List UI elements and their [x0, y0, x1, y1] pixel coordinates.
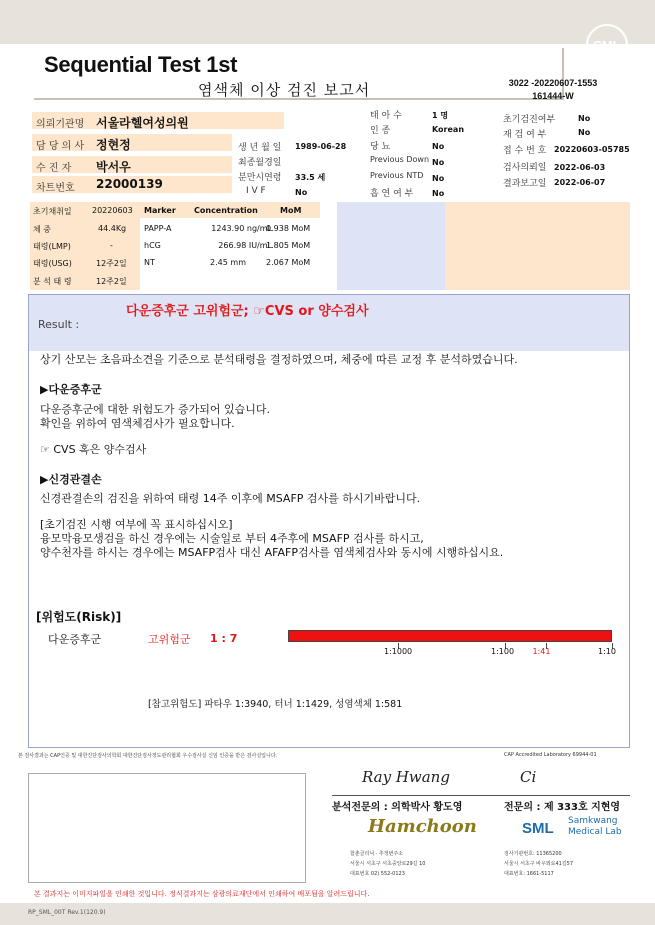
birth-label: 생 년 월 일 — [238, 143, 282, 153]
result-label: Result : — [38, 318, 80, 331]
risk-scale-label: 1:10 — [598, 647, 616, 656]
risk-scale-label: 1:1000 — [384, 647, 413, 656]
analyst-signature: Ray Hwang — [362, 768, 450, 786]
marker-name: NT — [144, 258, 155, 267]
marker-concentration: 1243.90 ng/mL — [211, 224, 272, 233]
document-number — [488, 77, 618, 103]
ga-usg-label: 태령(USG) — [33, 259, 72, 268]
document-number-line2: 161444-W — [532, 91, 574, 101]
lab-address: 서울시 서초구 바우뫼로41길57 — [504, 861, 574, 867]
report-subtitle: 염색체 이상 검진 보고서 — [198, 81, 371, 99]
accreditation-note: 본 검사결과는 CAP인증 및 대한진단검사의학회 대한진단검사정도관리협회 우수검사실 신임 인증을 받은 검사실입니다. — [18, 753, 278, 759]
patient-value: 박서우 — [96, 160, 131, 174]
request-date-value: 2022-06-03 — [554, 163, 606, 172]
diabetes-value: No — [432, 142, 445, 151]
report-title: Sequential Test 1st — [44, 52, 238, 77]
document-number-line1: 3022 -20220607-1553 — [508, 78, 598, 88]
institution-label: 의뢰기관명 — [36, 119, 85, 130]
risk-level: 고위험군 — [148, 633, 191, 646]
chart-label: 차트번호 — [36, 183, 75, 194]
memo-box — [28, 773, 306, 883]
prev-ntd-label: Previous NTD — [370, 171, 424, 180]
analysis-value: 12주2일 — [96, 277, 127, 286]
hamchoon-address: 서울시 서초구 서초중앙로29길 10 — [350, 861, 426, 867]
down-syndrome-line: 확인을 위하여 염색체검사가 필요합니다. — [40, 417, 235, 430]
marker-mom: 2.067 MoM — [266, 258, 311, 267]
risk-ratio: 1 : 7 — [210, 632, 238, 645]
result-summary: 다운증후군 고위험군; ☞CVS or 양수검사 — [126, 304, 369, 319]
race-label: 인 종 — [370, 126, 391, 136]
collection-value: 20220603 — [92, 206, 133, 215]
hamchoon-logo: Hamchoon — [368, 816, 477, 837]
doctor-label: 담 당 의 사 — [36, 141, 85, 152]
lab-address: 검사기관번호: 11365200 — [504, 851, 562, 857]
risk-heading: [위험도(Risk)] — [36, 610, 122, 624]
cap-note: CAP Accredited Laboratory 69944-01 — [504, 752, 597, 758]
down-syndrome-recommendation: ☞ CVS 혹은 양수검사 — [40, 443, 147, 456]
fetus-value: 1 명 — [432, 111, 449, 120]
header-band — [0, 0, 655, 44]
printed-notice: 본 결과지는 이미지파일을 인쇄한 것입니다. 정식결과지는 삼광의료재단에서 인쇄하여 배포됨을 알려드립니다. — [34, 890, 370, 898]
down-syndrome-line: 다운증후군에 대한 위험도가 증가되어 있습니다. — [40, 403, 271, 416]
empty-panel-2 — [445, 202, 630, 290]
chart-value: 22000139 — [96, 177, 163, 191]
institution-value: 서울라헬여성의원 — [96, 116, 189, 130]
marker-mom: 0.938 MoM — [266, 224, 311, 233]
ivf-value: No — [295, 188, 308, 197]
smoking-label: 흡 연 여 부 — [370, 189, 414, 199]
early-value: No — [578, 114, 591, 123]
marker-col-header: Marker — [144, 206, 176, 215]
receipt-value: 20220603-05785 — [554, 145, 630, 154]
mom-col-header: MoM — [280, 206, 302, 215]
sml-lab-logo: SML — [522, 820, 554, 837]
down-syndrome-heading: ▶다운증후군 — [40, 383, 102, 396]
reference-risk: [참고위험도] 파타우 1:3940, 터너 1:1429, 성염색체 1:581 — [148, 699, 403, 710]
retest-value: No — [578, 128, 591, 137]
specialist-name: 전문의 : 제 333호 지현영 — [504, 802, 621, 813]
prev-down-value: No — [432, 158, 445, 167]
ga-lmp-label: 태령(LMP) — [33, 242, 71, 251]
weight-label: 체 중 — [33, 225, 51, 234]
race-value: Korean — [432, 125, 465, 134]
age-value: 33.5 세 — [295, 173, 326, 182]
birth-value: 1989-06-28 — [295, 142, 347, 151]
diabetes-label: 당 뇨 — [370, 142, 391, 152]
prev-ntd-value: No — [432, 174, 445, 183]
note-line: 양수천자를 하시는 경우에는 MSAFP검사 대신 AFAFP검사를 염색체검사와 동시에 시행하십시요. — [40, 546, 504, 559]
concentration-col-header: Concentration — [194, 206, 258, 215]
marker-name: hCG — [144, 241, 161, 250]
analyst-name: 분석전문의 : 의학박사 황도영 — [332, 802, 463, 813]
lmp-label: 최종월경일 — [238, 158, 282, 168]
risk-scale-label: 1:100 — [491, 647, 515, 656]
hamchoon-address: 대표번호 02) 552-0123 — [350, 871, 405, 877]
marker-name: PAPP-A — [144, 224, 172, 233]
lab-address: 대표번호: 1661-5117 — [504, 871, 554, 877]
risk-name: 다운증후군 — [48, 633, 102, 646]
request-date-label: 검사의뢰일 — [503, 163, 547, 173]
receipt-label: 접 수 번 호 — [503, 146, 547, 156]
retest-label: 재 검 여 부 — [503, 130, 547, 140]
risk-scale-label: 1:41 — [532, 647, 551, 656]
specialist-signature: Ci — [520, 768, 537, 786]
collection-label: 초기채취일 — [33, 207, 72, 216]
smoking-value: No — [432, 189, 445, 198]
note-line: 융모막융모생검을 하신 경우에는 시술일로 부터 4주후에 MSAFP 검사를 하시고, — [40, 532, 424, 545]
report-date-value: 2022-06-07 — [554, 178, 606, 187]
signature-line — [500, 795, 630, 796]
report-date-label: 결과보고일 — [503, 179, 547, 189]
note-line: [초기검진 시행 여부에 꼭 표시하십시오] — [40, 518, 233, 531]
ntd-line: 신경관결손의 검진을 위하여 태령 14주 이후에 MSAFP 검사를 하시기바랍니다. — [40, 492, 421, 505]
ntd-heading: ▶신경관결손 — [40, 473, 102, 486]
lab-name — [568, 816, 622, 838]
marker-mom: 1.805 MoM — [266, 241, 311, 250]
analysis-label: 분 석 태 령 — [33, 277, 72, 286]
early-label: 초기검진여부 — [503, 115, 556, 125]
marker-concentration: 266.98 IU/mL — [218, 241, 272, 250]
risk-bar — [288, 630, 612, 642]
marker-concentration: 2.45 mm — [210, 258, 246, 267]
analysis-note: 상기 산모는 초음파소견을 기준으로 분석태령을 결정하였으며, 체중에 따른 교정 후 분석하였습니다. — [40, 353, 518, 366]
weight-value: 44.4Kg — [98, 224, 127, 233]
fetus-label: 태 아 수 — [370, 111, 402, 121]
ga-lmp-value: - — [110, 241, 113, 250]
prev-down-label: Previous Down — [370, 155, 430, 164]
form-code: RP_SML_00T Rev.1(120.9) — [28, 909, 106, 916]
ga-usg-value: 12주2일 — [96, 259, 127, 268]
hamchoon-address: 함춘클리닉 · 추정번주소 — [350, 851, 404, 857]
lab-name-line2: Medical Lab — [568, 827, 622, 837]
lab-name-line1: Samkwang — [568, 816, 618, 826]
ivf-label: I V F — [246, 186, 266, 196]
signature-line — [332, 795, 500, 796]
sml-logo: SML — [586, 24, 628, 66]
doctor-value: 정현정 — [96, 138, 131, 152]
age-label: 분만시연령 — [238, 173, 282, 183]
empty-panel-1 — [337, 202, 445, 290]
patient-label: 수 진 자 — [36, 163, 72, 174]
